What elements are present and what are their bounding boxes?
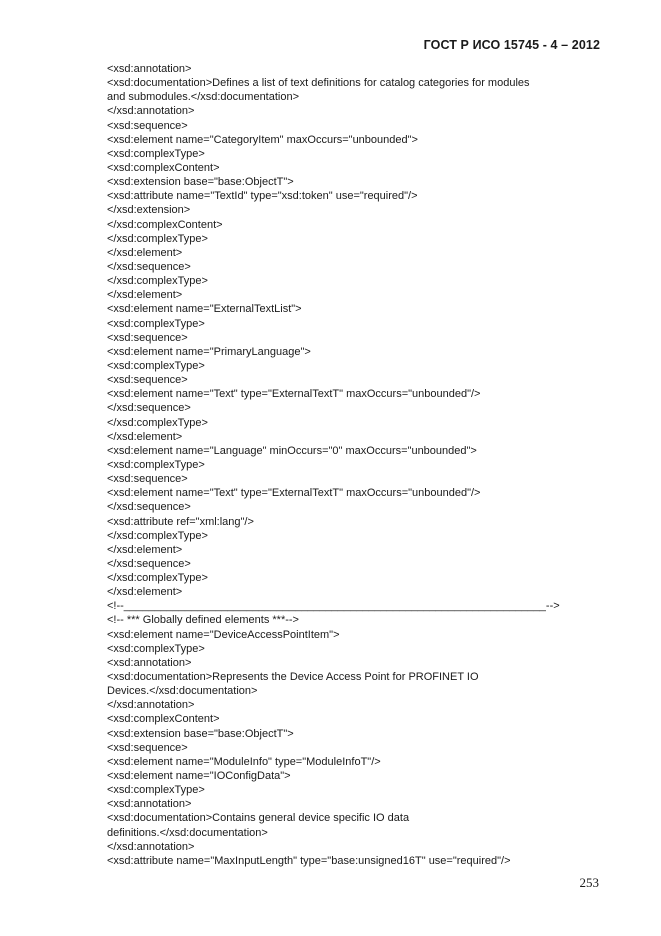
code-line: </xsd:annotation> (107, 840, 195, 853)
code-line: <xsd:complexContent> (107, 161, 220, 174)
xsd-code-listing (107, 62, 597, 868)
code-line: </xsd:extension> (107, 204, 191, 217)
code-line: <xsd:attribute name="TextId" type="xsd:token" use="required"/> (107, 190, 418, 203)
code-line: </xsd:annotation> (107, 105, 195, 118)
code-line: </xsd:annotation> (107, 699, 195, 712)
code-line: <xsd:complexType> (107, 147, 205, 160)
code-line: </xsd:sequence> (107, 557, 191, 570)
code-line: </xsd:sequence> (107, 260, 191, 273)
code-line: <xsd:sequence> (107, 119, 188, 132)
code-line: </xsd:complexType> (107, 416, 208, 429)
code-line: </xsd:complexContent> (107, 218, 223, 231)
code-line: </xsd:complexType> (107, 572, 208, 585)
code-line: </xsd:element> (107, 430, 183, 443)
code-line: <xsd:element name="DeviceAccessPointItem"> (107, 628, 340, 641)
code-line: </xsd:element> (107, 543, 183, 556)
code-line: <xsd:attribute ref="xml:lang"/> (107, 515, 254, 528)
code-line: </xsd:complexType> (107, 275, 208, 288)
code-line: <xsd:complexType> (107, 317, 205, 330)
code-line: <xsd:sequence> (107, 331, 188, 344)
code-line: <xsd:complexContent> (107, 713, 220, 726)
page-number: 253 (579, 875, 599, 890)
code-line: <xsd:complexType> (107, 784, 205, 797)
code-line: </xsd:element> (107, 246, 183, 259)
code-line: <!--_____________________________________________________________________--> (107, 600, 560, 613)
code-line: </xsd:element> (107, 586, 183, 599)
code-line: <xsd:annotation> (107, 656, 192, 669)
code-line: <xsd:element name="Text" type="ExternalTextT" maxOccurs="unbounded"/> (107, 388, 481, 401)
code-line: <xsd:extension base="base:ObjectT"> (107, 176, 294, 189)
code-line: <xsd:element name="Language" minOccurs="0" maxOccurs="unbounded"> (107, 444, 477, 457)
code-line: <xsd:complexType> (107, 642, 205, 655)
code-line: <xsd:complexType> (107, 458, 205, 471)
code-line: <xsd:complexType> (107, 359, 205, 372)
code-line: <xsd:documentation>Contains general device specific IO data definitions.</xsd:documentation> (107, 812, 410, 839)
code-line: </xsd:element> (107, 289, 183, 302)
code-line: <xsd:sequence> (107, 374, 188, 387)
code-line: <xsd:sequence> (107, 473, 188, 486)
code-line: </xsd:complexType> (107, 529, 208, 542)
code-line: <xsd:sequence> (107, 741, 188, 754)
code-line: <xsd:element name="ExternalTextList"> (107, 303, 302, 316)
code-line: <xsd:element name="PrimaryLanguage"> (107, 345, 311, 358)
code-line: <xsd:element name="ModuleInfo" type="ModuleInfoT"/> (107, 755, 381, 768)
code-line: <xsd:documentation>Defines a list of text definitions for catalog categories for modules and submodules.</xsd:documentation> (107, 77, 530, 104)
page-header: ГОСТ Р ИСО 15745 - 4 – 2012 (423, 38, 600, 52)
code-line: <xsd:documentation>Represents the Device Access Point for PROFINET IO Devices.</xsd:documentation> (107, 671, 479, 698)
code-line: <xsd:attribute name="MaxInputLength" type="base:unsigned16T" use="required"/> (107, 854, 511, 867)
code-line: <xsd:extension base="base:ObjectT"> (107, 727, 294, 740)
code-line: </xsd:complexType> (107, 232, 208, 245)
code-line: <xsd:annotation> (107, 63, 192, 75)
code-line: <xsd:element name="CategoryItem" maxOccurs="unbounded"> (107, 133, 418, 146)
code-line: <!-- *** Globally defined elements ***--> (107, 614, 299, 627)
code-line: <xsd:annotation> (107, 798, 192, 811)
code-line: <xsd:element name="Text" type="ExternalTextT" maxOccurs="unbounded"/> (107, 487, 481, 500)
code-line: </xsd:sequence> (107, 501, 191, 514)
code-line: <xsd:element name="IOConfigData"> (107, 770, 291, 783)
code-line: </xsd:sequence> (107, 402, 191, 415)
